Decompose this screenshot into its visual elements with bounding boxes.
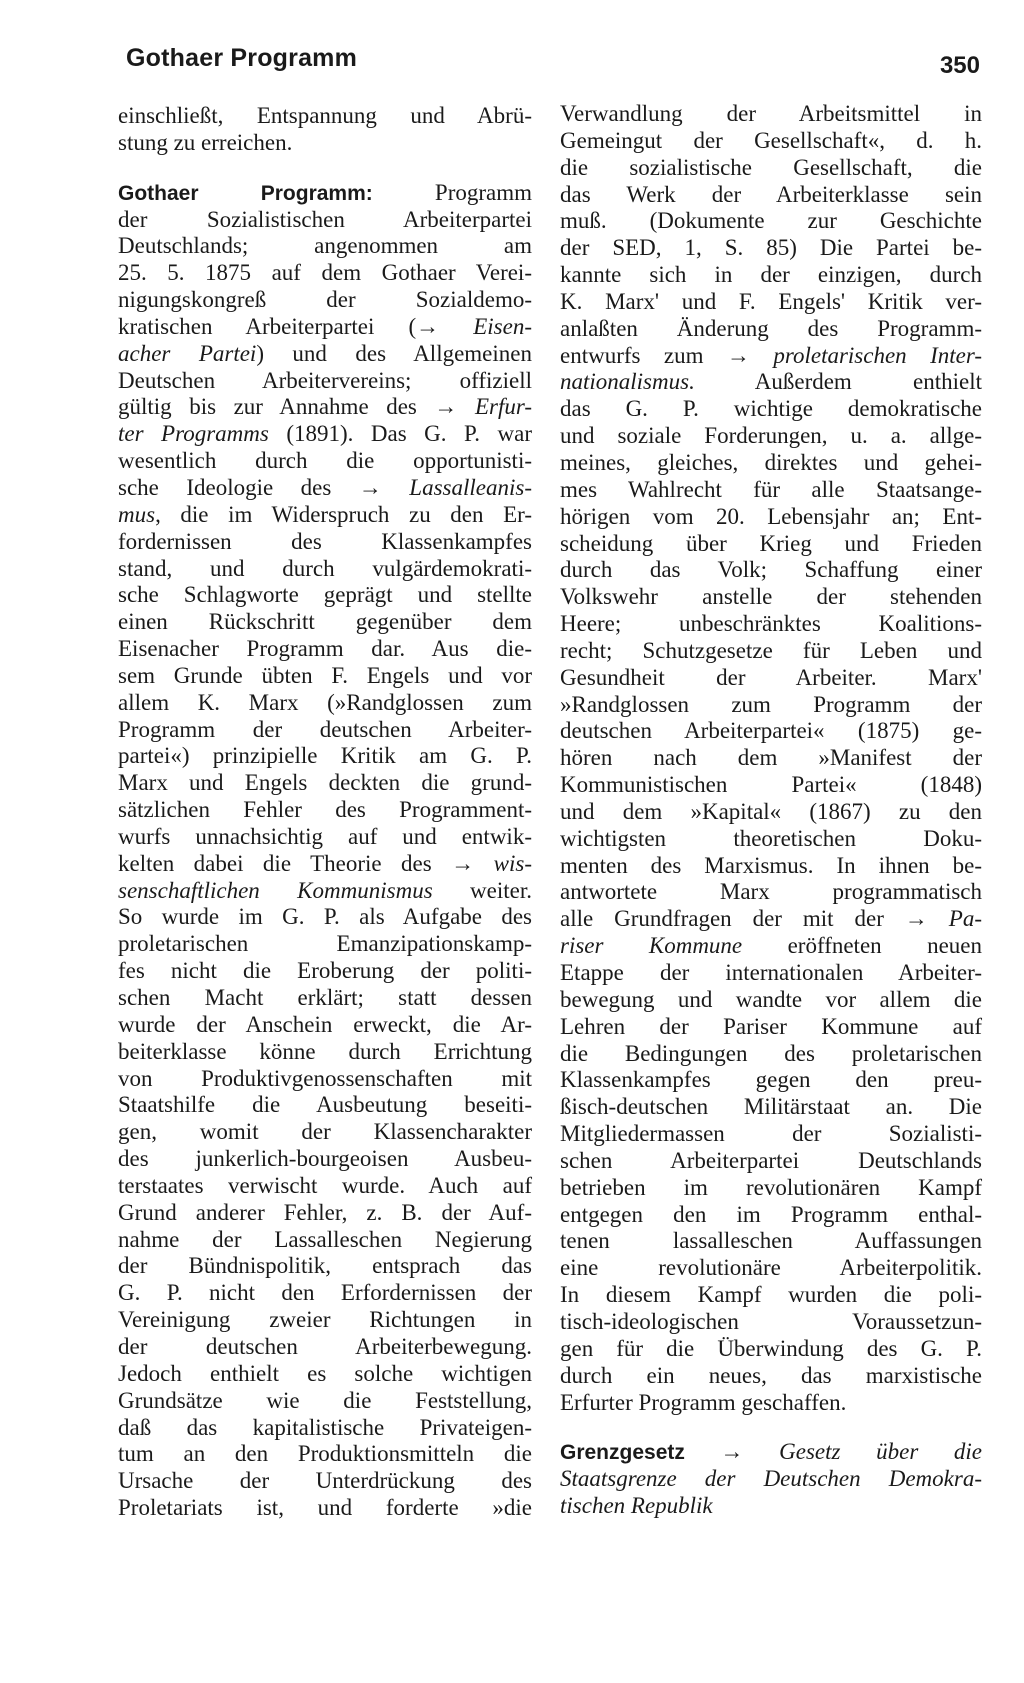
- text-line: entgegen den im Programm enthal-: [560, 1201, 982, 1227]
- text-line: Etappe der internationalen Arbeiter-: [560, 960, 982, 985]
- text-line: mus, die im Widerspruch zu den Er-: [118, 501, 532, 527]
- text-line: alle Grundfragen der mit der → Pa-: [560, 906, 982, 932]
- cross-reference[interactable]: Staatsgrenze der Deutschen Demokra-: [560, 1466, 982, 1492]
- text-line: und dem »Kapital« (1867) zu den: [560, 798, 982, 824]
- text-line: Vereinigung zweier Richtungen in: [118, 1307, 532, 1333]
- text-line: senschaftlichen Kommunismus weiter.: [118, 877, 532, 903]
- cross-reference[interactable]: tischen Republik: [560, 1493, 713, 1519]
- text-line: Gesundheit der Arbeiter. Marx': [560, 664, 982, 690]
- text-line: partei«) prinzipielle Kritik am G. P.: [118, 743, 532, 769]
- text-line: terstaates verwischt wurde. Auch auf: [118, 1172, 532, 1198]
- text-line: und soziale Forderungen, u. a. allge-: [560, 423, 982, 449]
- text-line: Deutschlands; angenommen am: [118, 233, 532, 259]
- left-column: [118, 103, 532, 1522]
- text-line: 25. 5. 1875 auf dem Gothaer Verei-: [118, 260, 532, 286]
- text-line: Gemeingut der Gesellschaft«, d. h.: [560, 127, 982, 153]
- text-line: sche Ideologie des → Lassalleanis-: [118, 474, 532, 500]
- text-line: der SED, 1, S. 85) Die Partei be-: [560, 235, 982, 261]
- text-line: Eisenacher Programm dar. Aus die-: [118, 636, 532, 662]
- text-line: allem K. Marx (»Randglossen zum: [118, 689, 532, 715]
- text-line: Heere; unbeschränktes Koalitions-: [560, 611, 982, 637]
- text-line: von Produktivgenossenschaften mit: [118, 1065, 532, 1091]
- text-line: fes nicht die Eroberung der politi-: [118, 958, 532, 984]
- text-line: Erfurter Programm geschaffen.: [560, 1389, 847, 1415]
- text-line: tisch-ideologischen Voraussetzun-: [560, 1308, 982, 1334]
- text-line: beiterklasse könne durch Errichtung: [118, 1038, 532, 1064]
- text-line: bewegung und wandte vor allem die: [560, 986, 982, 1012]
- text-line: [560, 1466, 982, 1493]
- right-column: [560, 101, 982, 1520]
- text-line: Staatshilfe die Ausbeutung beseiti-: [118, 1092, 532, 1118]
- text-line: einen Rückschritt gegenüber dem: [118, 609, 532, 635]
- text-line: das G. P. wichtige demokratische: [560, 396, 982, 422]
- text-line: tum an den Produktionsmitteln die: [118, 1441, 532, 1467]
- text-line: durch ein neues, das marxistische: [560, 1362, 982, 1388]
- text-line: stung zu erreichen.: [118, 129, 293, 155]
- text-line: Volkswehr anstelle der stehenden: [560, 584, 982, 610]
- page-number: 350: [939, 52, 980, 79]
- cross-reference[interactable]: acher Partei: [118, 340, 257, 366]
- text-line: deutschen Arbeiterpartei« (1875) ge-: [560, 718, 982, 744]
- cross-reference[interactable]: nationalismus.: [560, 369, 695, 395]
- text-line: sätzlichen Fehler des Programment-: [118, 797, 532, 823]
- text-line: sche Schlagworte geprägt und stellte: [118, 582, 532, 608]
- text-line: kelten dabei die Theorie des → wis-: [118, 850, 532, 876]
- text-line: Gothaer Programm: Programm: [118, 179, 533, 205]
- text-line: Proletariats ist, und forderte »die: [118, 1495, 532, 1521]
- text-line: Ursache der Unterdrückung des: [118, 1468, 532, 1494]
- text-line: Lehren der Pariser Kommune auf: [560, 1013, 982, 1039]
- text-line: daß das kapitalistische Privateigen-: [118, 1414, 532, 1440]
- text-line: meines, gleiches, direktes und gehei-: [560, 449, 982, 475]
- cross-reference[interactable]: → wis-: [451, 850, 532, 876]
- text-line: stand, und durch vulgärdemokrati-: [118, 555, 532, 581]
- text-line: Deutschen Arbeitervereins; offiziell: [118, 367, 532, 393]
- entry-headword: Gothaer Programm:: [118, 181, 373, 205]
- text-line: Programm der deutschen Arbeiter-: [118, 716, 532, 742]
- text-line: durch das Volk; Schaffung einer: [560, 557, 982, 583]
- text-line: fordernissen des Klassenkampfes: [118, 528, 532, 554]
- text-line: anlaßten Änderung des Programm-: [560, 315, 982, 341]
- text-line: recht; Schutzgesetze für Leben und: [560, 637, 982, 663]
- text-line: schen Arbeiterpartei Deutschlands: [560, 1147, 982, 1173]
- cross-reference[interactable]: ter Programms: [118, 421, 269, 447]
- running-title: Gothaer Programm: [126, 44, 358, 72]
- cross-reference[interactable]: → Eisen-: [416, 313, 532, 339]
- text-line: wichtigsten theoretischen Doku-: [560, 825, 982, 851]
- text-line: ßisch-deutschen Militärstaat an. Die: [560, 1094, 982, 1120]
- cross-reference[interactable]: senschaftlichen Kommunismus: [118, 877, 433, 903]
- entry-gothaer-programm: [118, 180, 532, 1522]
- text-line: gen für die Überwindung des G. P.: [560, 1335, 982, 1361]
- text-line: proletarischen Emanzipationskamp-: [118, 931, 532, 957]
- text-line: kratischen Arbeiterpartei (→ Eisen-: [118, 313, 532, 339]
- text-line: [560, 1493, 982, 1520]
- text-line: hören nach dem »Manifest der: [560, 745, 982, 771]
- text-line: acher Partei) und des Allgemeinen: [118, 340, 532, 366]
- text-line: kannte sich in der einzigen, durch: [560, 262, 982, 288]
- text-line: sem Grunde übten F. Engels und vor: [118, 662, 532, 688]
- cross-reference[interactable]: → Gesetz über die: [720, 1439, 983, 1465]
- text-line: der deutschen Arbeiterbewegung.: [118, 1333, 532, 1359]
- text-line: Grund anderer Fehler, z. B. der Auf-: [118, 1199, 532, 1225]
- text-line: Marx und Engels deckten die grund-: [118, 770, 532, 796]
- text-line: wesentlich durch die opportunisti-: [118, 448, 532, 474]
- text-line: antwortete Marx programmatisch: [560, 879, 982, 905]
- text-line: In diesem Kampf wurden die poli-: [560, 1282, 982, 1308]
- text-line: die Bedingungen des proletarischen: [560, 1040, 982, 1066]
- text-line: die sozialistische Gesellschaft, die: [560, 154, 982, 180]
- text-line: nahme der Lassalleschen Negierung: [118, 1226, 532, 1252]
- text-line: mes Wahlrecht für alle Staatsange-: [560, 476, 982, 502]
- text-line: wurfs unnachsichtig auf und entwik-: [118, 823, 532, 849]
- text-line: hörigen vom 20. Lebensjahr an; Ent-: [560, 503, 982, 529]
- text-line: So wurde im G. P. als Aufgabe des: [118, 904, 532, 930]
- text-line: Verwandlung der Arbeitsmittel in: [560, 101, 982, 126]
- text-line: eine revolutionäre Arbeiterpolitik.: [560, 1255, 982, 1281]
- text-line: der Sozialistischen Arbeiterpartei: [118, 206, 532, 232]
- text-line: nigungskongreß der Sozialdemo-: [118, 287, 532, 313]
- text-line: einschließt, Entspannung und Abrü-: [118, 103, 532, 128]
- cross-reference[interactable]: → Pa-: [904, 906, 982, 932]
- entry-headword: Grenzgesetz: [560, 1441, 685, 1465]
- text-line: Grundsätze wie die Feststellung,: [118, 1387, 532, 1413]
- cross-reference[interactable]: mus: [118, 501, 156, 527]
- text-line: gen, womit der Klassencharakter: [118, 1119, 532, 1145]
- text-line: Klassenkampfes gegen den preu-: [560, 1067, 982, 1093]
- text-line: Mitgliedermassen der Sozialisti-: [560, 1121, 982, 1147]
- text-line: G. P. nicht den Erfordernissen der: [118, 1280, 532, 1306]
- text-line: Kommunistischen Partei« (1848): [560, 772, 982, 798]
- text-line: nationalismus. Außerdem enthielt: [560, 369, 982, 395]
- text-line: [560, 1439, 982, 1466]
- text-line: Jedoch enthielt es solche wichtigen: [118, 1360, 532, 1386]
- text-line: das Werk der Arbeiterklasse sein: [560, 181, 982, 207]
- cross-reference[interactable]: riser Kommune: [560, 933, 743, 959]
- text-line: »Randglossen zum Programm der: [560, 691, 982, 717]
- text-line: ter Programms (1891). Das G. P. war: [118, 421, 532, 447]
- cross-reference[interactable]: → proletarischen Inter-: [726, 342, 982, 368]
- text-line: des junkerlich-bourgeoisen Ausbeu-: [118, 1146, 532, 1172]
- text-line: entwurfs zum → proletarischen Inter-: [560, 342, 982, 368]
- text-line: gültig bis zur Annahme des → Erfur-: [118, 394, 533, 420]
- text-line: schen Macht erklärt; statt dessen: [118, 985, 532, 1010]
- entry-grenzgesetz: [560, 1439, 982, 1520]
- text-line: tenen lassalleschen Auffassungen: [560, 1228, 982, 1254]
- text-line: wurde der Anschein erweckt, die Ar-: [118, 1011, 532, 1037]
- text-line: betrieben im revolutionären Kampf: [560, 1174, 982, 1200]
- text-line: menten des Marxismus. In ihnen be-: [560, 852, 982, 878]
- cross-reference[interactable]: → Erfur-: [434, 394, 533, 420]
- text-line: riser Kommune eröffneten neuen: [560, 933, 982, 959]
- text-line: K. Marx' und F. Engels' Kritik ver-: [560, 288, 982, 314]
- cross-reference[interactable]: → Lassalleanis-: [358, 474, 532, 500]
- text-line: scheidung über Krieg und Frieden: [560, 530, 982, 556]
- entry-continuation: [560, 101, 982, 1416]
- text-line: muß. (Dokumente zur Geschichte: [560, 208, 982, 234]
- text-line: der Bündnispolitik, entsprach das: [118, 1253, 532, 1279]
